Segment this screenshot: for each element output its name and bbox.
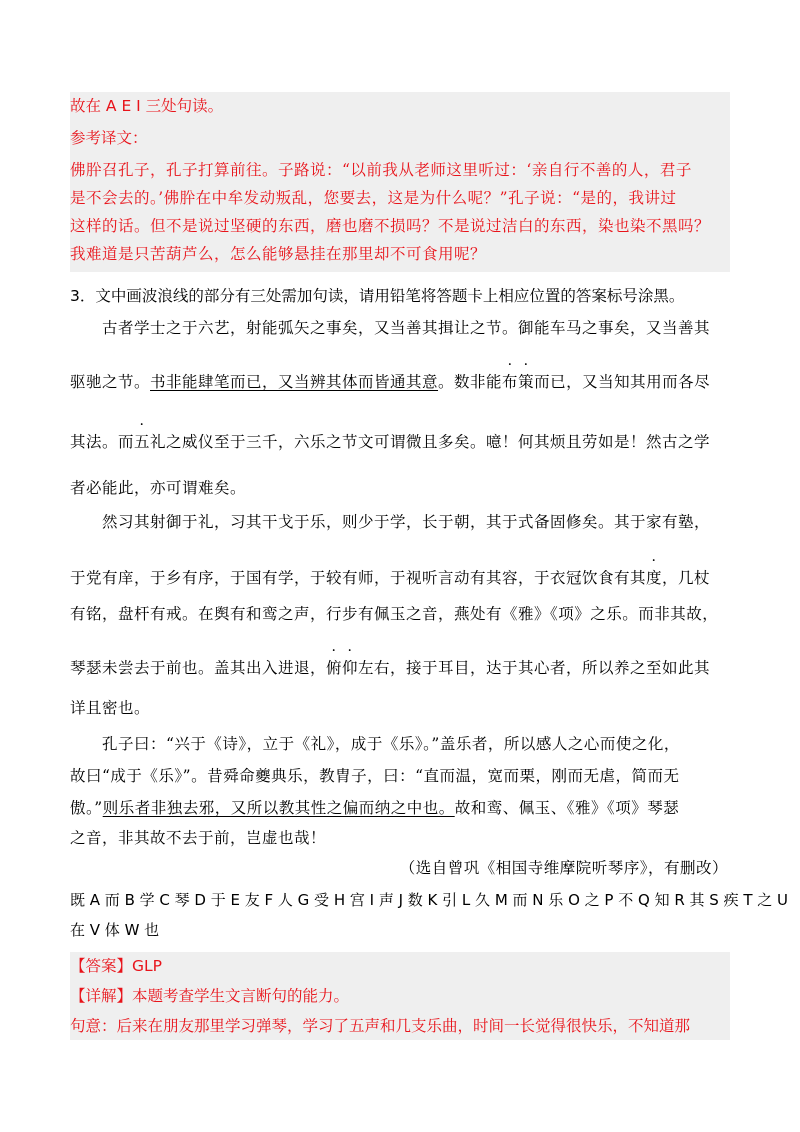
passage-line: 傲。”则乐者非独去邪，又所以教其性之偏而纳之中也。故和鸾、佩玉、《雅》《项》琴瑟 — [70, 799, 680, 817]
passage-line: 有铭，盘杆有戒。在舆有和鸾之声，行步有佩玉之音，燕处有《雅》《项》之乐。而非其故， — [70, 605, 719, 623]
break-options: 既 A 而 B 学 C 琴 D 于 E 友 F 人 G 受 H 宫 I 声 J 数 K 引 L 久 M 而 N 乐 O 之 P 不 Q 知 R 其 S 疾 T 之 U — [70, 891, 789, 909]
emphasis-dot-char: 布 — [502, 373, 519, 391]
wavy-underline-segment: 书非能肆笔而已，又当辨其体而皆通其意 — [150, 373, 439, 391]
emphasis-dot-char: 仰 — [342, 659, 359, 677]
emphasis-dot-char: 五 — [134, 433, 151, 451]
passage-line: 其法。而五礼之威仪至于三千，六乐之节文可谓微且多矣。噫！何其烦且劳如是！然古之学 — [70, 433, 711, 451]
passage-line: 详且密也。 — [70, 699, 151, 717]
passage-source: （选自曾巩《相国寺维摩院听琴序》，有删改） — [399, 859, 728, 877]
emphasis-dot-char: 俯 — [326, 659, 343, 677]
translation-line: 佛肸召孔子，孔子打算前往。子路说：“以前我从老师这里听过：‘亲自行不善的人，君子 — [70, 161, 692, 179]
passage-line: 孔子曰：“兴于《诗》，立于《礼》，成于《乐》。”盖乐者，所以感人之心而使之化， — [102, 735, 680, 753]
answer-label: 【答案】GLP — [70, 957, 162, 975]
emphasis-dot-char: 策 — [518, 373, 535, 391]
reference-translation-title: 参考译文： — [70, 129, 148, 147]
passage-line: 然习其射御于礼，习其干戈于乐，则少于学，长于朝，其于式备固修矣。其于家有塾， — [102, 513, 711, 531]
passage-line: 驱驰之节。书非能肆笔而已，又当辨其体而皆通其意。数非能布策而已，又当知其用而各尽 — [70, 373, 711, 391]
translation-line: 这样的话。但不是说过坚硬的东西，磨也磨不损吗？不是说过洁白的东西，染也染不黑吗？ — [70, 217, 711, 235]
answer-note: 故在 A E I 三处句读。 — [70, 97, 224, 115]
wavy-underline-segment: 则乐者非独去邪，又所以教其性之偏而纳之中也。 — [102, 799, 455, 817]
passage-line: 者必能此，亦可谓难矣。 — [70, 479, 247, 497]
passage-line: 于党有庠，于乡有序，于国有学，于较有师，于视听言动有其容，于衣冠饮食有其度，几杖 — [70, 569, 711, 587]
passage-line: 古者学士之于六艺，射能弧矢之事矣，又当善其揖让之节。御能车马之事矣，又当善其 — [102, 319, 711, 337]
passage-line: 故曰“成于《乐》”。昔舜命夔典乐，教胄子，曰：“直而温，宽而栗，刚而无虐，简而无 — [70, 767, 680, 785]
break-options: 在 V 体 W 也 — [70, 921, 160, 939]
translation-line: 是不会去的。’佛肸在中牟发动叛乱，您要去，这是为什么呢？”孔子说：“是的，我讲过 — [70, 189, 677, 207]
question-prompt: 3．文中画波浪线的部分有三处需加句读，请用铅笔将答题卡上相应位置的答案标号涂黑。 — [70, 287, 685, 305]
passage-line: 琴瑟未尝去于前也。盖其出入进退，俯仰左右，接于耳目，达于其心者，所以养之至如此其 — [70, 659, 711, 677]
detail-label: 【详解】本题考查学生文言断句的能力。 — [70, 987, 350, 1005]
passage-line: 之音，非其故不去于前，岂虚也哉！ — [70, 829, 327, 847]
emphasis-dot-char: 度 — [646, 569, 663, 587]
translation-line: 我难道是只苦葫芦么，怎么能够悬挂在那里却不可食用呢？ — [70, 245, 487, 263]
sentence-meaning: 句意：后来在朋友那里学习弹琴，学习了五声和几支乐曲，时间一长觉得很快乐，不知道那 — [70, 1017, 691, 1035]
